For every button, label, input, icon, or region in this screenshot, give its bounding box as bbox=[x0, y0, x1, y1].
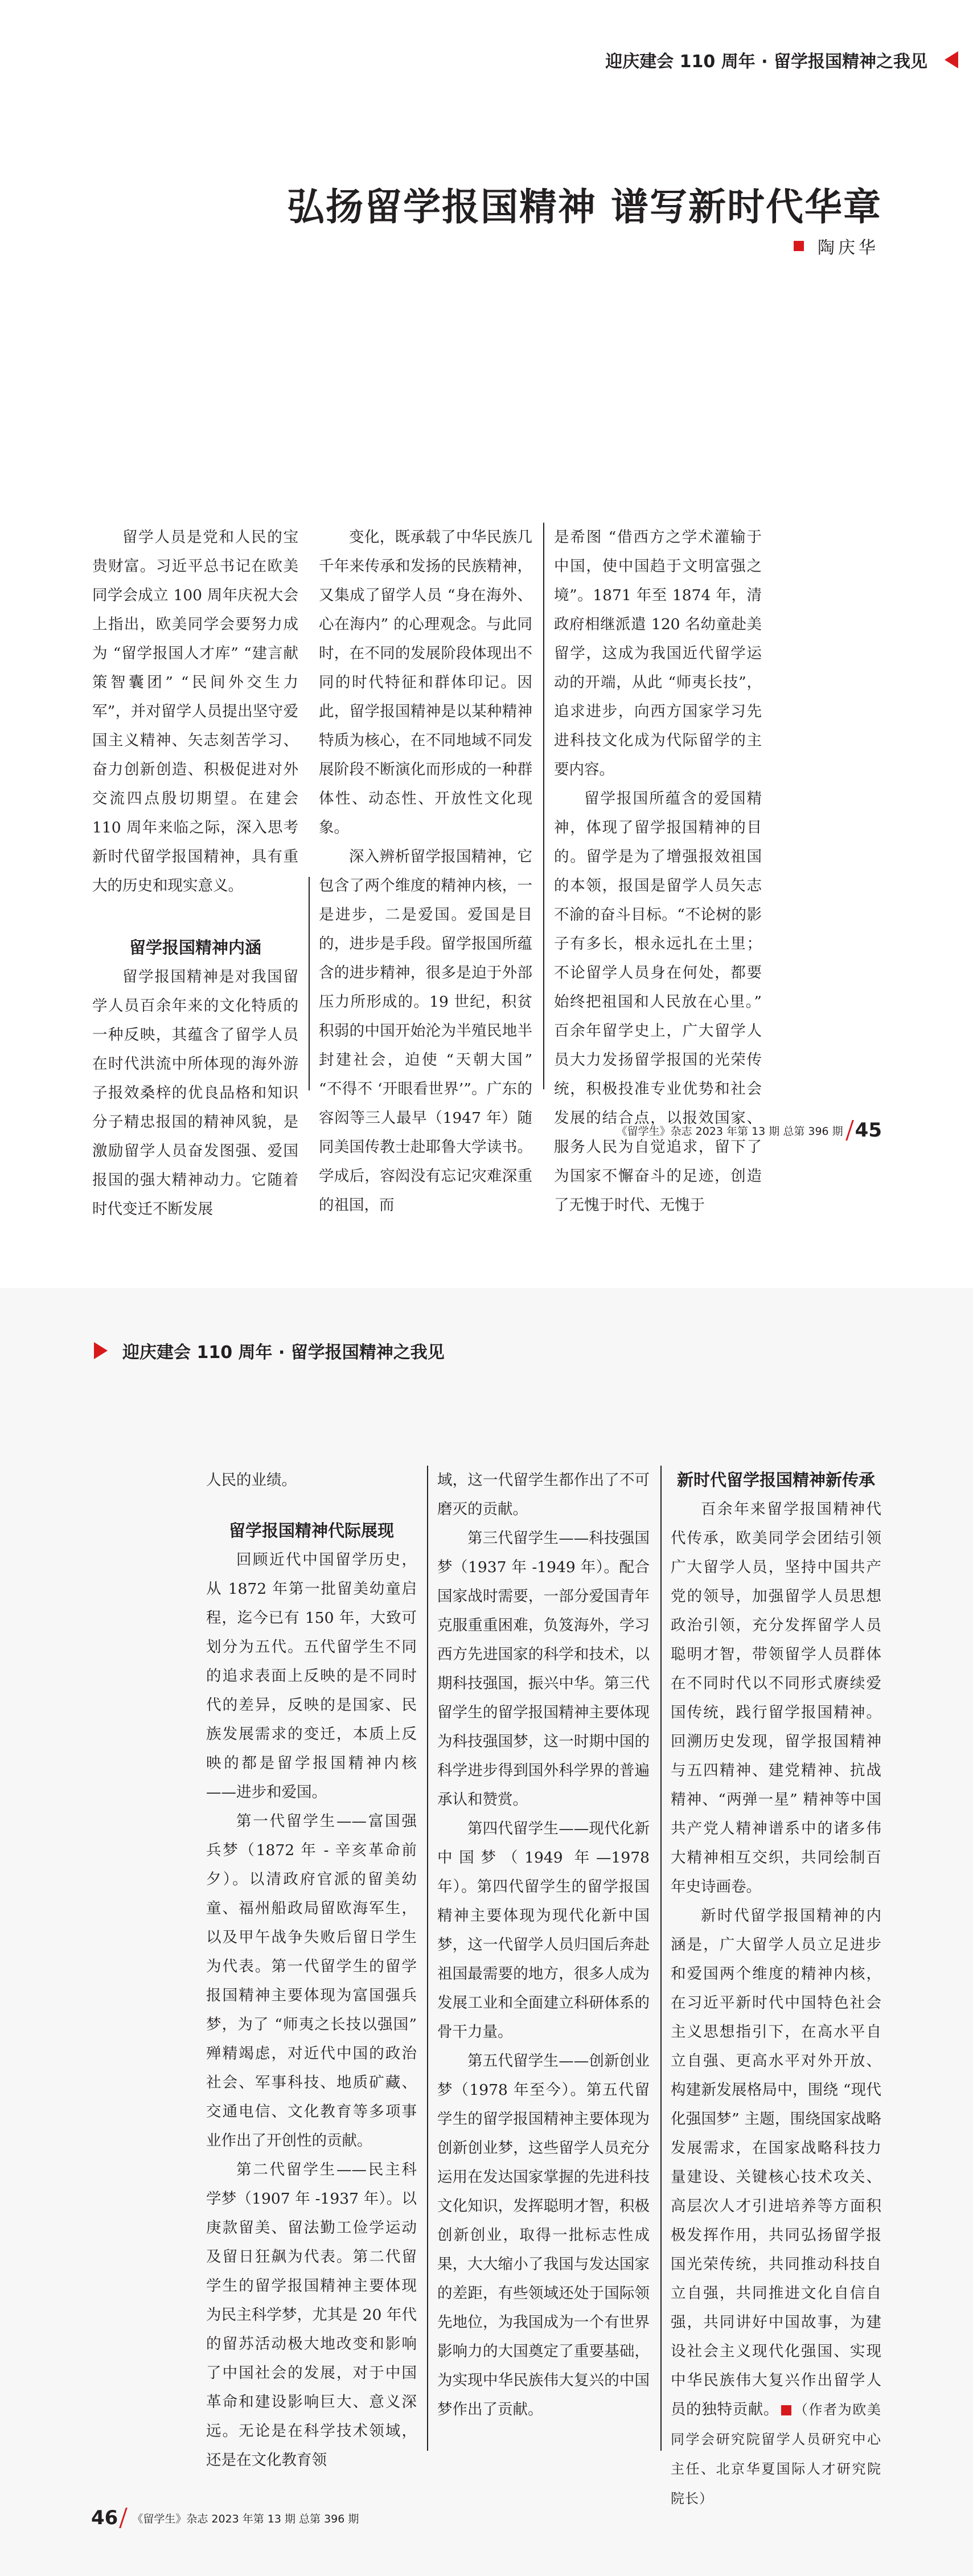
paragraph: 人民的业绩。 bbox=[206, 1471, 297, 1489]
slash-icon bbox=[119, 2508, 128, 2528]
page-number: 45 bbox=[855, 1119, 882, 1142]
paragraph: 第三代留学生——科技强国梦（1937 年 -1949 年）。配合国家战时需要，一部分爱国青年克服重重困难，负笈海外，学习西方先进国家的科学和技术，以期科技强国，振兴中华。第三代留学生的留学报国精神主要体现为科技强国梦，这一时期中国的科学进步得到国外科学界的普遍承认和赞赏。 bbox=[437, 1529, 650, 1808]
section-header-text: 迎庆建会 110 周年 · 留学报国精神之我见 bbox=[122, 1343, 445, 1363]
paragraph bbox=[671, 1901, 881, 2513]
paragraph: 留学人员是党和人民的宝贵财富。习近平总书记在欧美同学会成立 100 周年庆祝大会上指出，欧美同学会要努力成为 “留学报国人才库” “建言献策智囊团” “民间外交生力军”，并对留学人员提出坚守爱国主义精神、矢志刻苦学习、奋力创新创造、积极促进对外交流四点殷切期望。在建会 110 周年来临之际，深入思考新时代留学报国精神，具有重大的历史和现实意义。 bbox=[92, 528, 298, 895]
section-heading: 留学报国精神内涵 bbox=[129, 938, 261, 957]
column-2 bbox=[319, 523, 532, 1220]
paragraph: 变化，既承载了中华民族几千年来传承和发扬的民族精神，又集成了留学人员 “身在海外、心在海内” 的心理观念。与此同时，在不同的发展阶段体现出不同的时代特征和群体印记。因此，留学报国精神是以某种精神特质为核心，在不同地域不同发展阶段不断演化而形成的一种群体性、动态性、开放性文化现象。 bbox=[319, 528, 532, 836]
column-1 bbox=[206, 1466, 417, 2475]
triangle-left-icon bbox=[945, 51, 958, 68]
paragraph: 深入辨析留学报国精神，它包含了两个维度的精神内核，一是进步，二是爱国。爱国是目的，进步是手段。留学报国所蕴含的进步精神，很多是迫于外部压力所形成的。19 世纪，积贫积弱的中国开始沦为半殖民地半封建社会，迫使 “天朝大国” “不得不 ‘开眼看世界’”。广东的容闳等三人最早（1947 年）随同美国传教士赴耶鲁大学读书。学成后，容闳没有忘记灾难深重的祖国，而 bbox=[319, 848, 532, 1214]
footer-publication: 《留学生》杂志 2023 年第 13 期 总第 396 期 bbox=[132, 2512, 359, 2525]
paragraph: 留学报国精神是对我国留学人员百余年来的文化特质的一种反映，其蕴含了留学人员在时代洪流中所体现的海外游子报效桑梓的优良品格和知识分子精忠报国的精神风貌，是激励留学人员奋发图强、爱国报国的强大精神动力。它随着时代变迁不断发展 bbox=[92, 968, 298, 1218]
page-footer bbox=[91, 2507, 359, 2529]
paragraph: 是希图 “借西方之学术灌输于中国，使中国趋于文明富强之境”。1871 年至 1874 年，清政府相继派遣 120 名幼童赴美留学，这成为我国近代留学运动的开端，从此 “师夷长技”，追求进步，向西方国家学习先进科技文化成为代际留学的主要内容。 bbox=[554, 528, 762, 778]
column-divider bbox=[660, 1466, 662, 2451]
paragraph-text: 新时代留学报国精神的内涵是，广大留学人员立足进步和爱国两个维度的精神内核，在习近平新时代中国特色社会主义思想指引下，在高水平自立自强、更高水平对外开放、构建新发展格局中，围绕 “现代化强国梦” 主题，围绕国家战略发展需求，在国家战略科技力量建设、关键核心技术攻关、高层次人才引进培养等方面积极发挥作用，共同弘扬留学报国光荣传统，共同推动科技自立自强，共同推进文化自信自强，共同讲好中国故事，为建设社会主义现代化强国、实现中华民族伟大复兴作出留学人员的独特贡献。 bbox=[671, 1907, 881, 2418]
paragraph: 留学报国所蕴含的爱国精神，体现了留学报国精神的目的。留学是为了增强报效祖国的本领，报国是留学人员矢志不渝的奋斗目标。“不论树的影子有多长，根永远扎在土里；不论留学人员身在何处，都要始终把祖国和人民放在心里。” 百余年留学史上，广大留学人员大力发扬留学报国的光荣传统，积极投准专业优势和社会发展的结合点，以报效国家、服务人民为自觉追求，留下了为国家不懈奋斗的足迹，创造了无愧于时代、无愧于 bbox=[554, 790, 762, 1214]
page-footer bbox=[617, 1119, 882, 1142]
column-2 bbox=[437, 1466, 650, 2424]
section-header bbox=[605, 40, 973, 80]
square-bullet-icon bbox=[794, 241, 804, 251]
column-3 bbox=[671, 1466, 881, 2513]
author-line bbox=[794, 233, 879, 259]
slash-icon bbox=[845, 1120, 854, 1141]
paragraph: 百余年来留学报国精神代代传承，欧美同学会团结引领广大留学人员，坚持中国共产党的领导，加强留学人员思想政治引领，充分发挥留学人员聪明才智，带领留学人员群体在不同时代以不同形式赓续爱国传统，践行留学报国精神。回溯历史发现，留学报国精神与五四精神、建党精神、抗战精神、“两弹一星” 精神等中国共产党人精神谱系中的诸多伟大精神相互交织，共同绘制百年史诗画卷。 bbox=[671, 1500, 881, 1896]
article-title: 弘扬留学报国精神 谱写新时代华章 bbox=[287, 185, 882, 229]
column-divider bbox=[427, 1466, 428, 2451]
paragraph: 域，这一代留学生都作出了不可磨灭的贡献。 bbox=[437, 1471, 650, 1518]
section-header bbox=[94, 1334, 445, 1368]
column-3 bbox=[554, 523, 762, 1220]
end-mark-icon bbox=[781, 2405, 791, 2415]
column-1 bbox=[92, 523, 298, 1224]
paragraph: 第四代留学生——现代化新中国梦（1949 年—1978 年）。第四代留学生的留学报国精神主要体现为现代化新中国梦，这一代留学人员归国后奔赴祖国最需要的地方，很多人成为发展工业和全面建立科研体系的骨干力量。 bbox=[437, 1820, 650, 2041]
author-note: （作者为欧美同学会研究院留学人员研究中心主任、北京华夏国际人才研究院院长） bbox=[671, 2402, 882, 2507]
footer-publication: 《留学生》杂志 2023 年第 13 期 总第 396 期 bbox=[616, 1125, 843, 1138]
column-divider bbox=[543, 523, 544, 1089]
section-heading: 新时代留学报国精神新传承 bbox=[676, 1470, 875, 1490]
paragraph: 第五代留学生——创新创业梦（1978 年至今）。第五代留学生的留学报国精神主要体现为创新创业梦，这些留学人员充分运用在发达国家掌握的先进科技文化知识，发挥聪明才智，积极创新创业，取得一批标志性成果，大大缩小了我国与发达国家的差距，有些领域还处于国际领先地位，为我国成为一个有世界影响力的大国奠定了重要基础，为实现中华民族伟大复兴的中国梦作出了贡献。 bbox=[437, 2052, 650, 2418]
page-number: 46 bbox=[91, 2507, 118, 2529]
paragraph: 第二代留学生——民主科学梦（1907 年 -1937 年）。以庚款留美、留法勤工俭学运动及留日狂飙为代表。第二代留学生的留学报国精神主要体现为民主科学梦，尤其是 20 年代的留苏活动极大地改变和影响了中国社会的发展，对于中国革命和建设影响巨大、意义深远。无论是在科学技术领域，还是在文化教育领 bbox=[206, 2161, 417, 2469]
author-name: 陶庆华 bbox=[818, 238, 879, 258]
paragraph: 回顾近代中国留学历史，从 1872 年第一批留美幼童启程，迄今已有 150 年，大致可划分为五代。五代留学生不同的追求表面上反映的是不同时代的差异，反映的是国家、民族发展需求的变迁，本质上反映的都是留学报国精神内核——进步和爱国。 bbox=[206, 1551, 417, 1801]
paragraph: 第一代留学生——富国强兵梦（1872 年 - 辛亥革命前夕）。以清政府官派的留美幼童、福州船政局留欧海军生，以及甲午战争失败后留日学生为代表。第一代留学生的留学报国精神主要体现为富国强兵梦，为了 “师夷之长技以强国” 殚精竭虑，对近代中国的政治社会、军事科技、地质矿藏、交通电信、文化教育等多项事业作出了开创性的贡献。 bbox=[206, 1812, 417, 2150]
triangle-right-icon bbox=[94, 1342, 108, 1359]
column-divider bbox=[309, 877, 310, 1090]
section-header-text: 迎庆建会 110 周年 · 留学报国精神之我见 bbox=[605, 52, 927, 72]
magazine-page-46 bbox=[0, 1288, 973, 2576]
section-heading: 留学报国精神代际展现 bbox=[228, 1521, 394, 1540]
